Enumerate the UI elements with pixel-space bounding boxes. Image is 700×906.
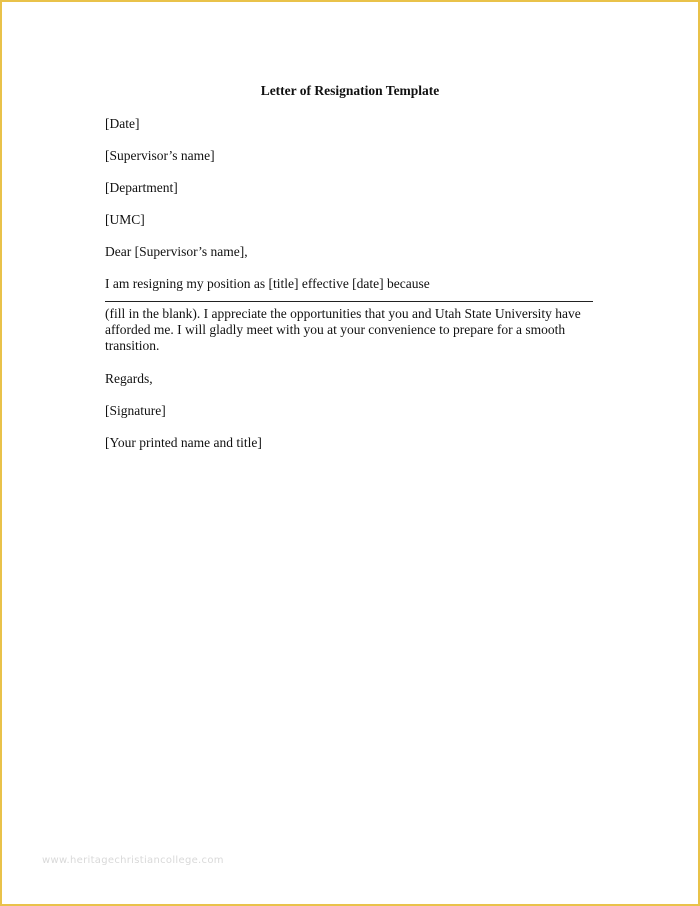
department-placeholder: [Department]	[105, 180, 178, 195]
closing: Regards,	[105, 371, 153, 386]
watermark: www.heritagechristiancollege.com	[42, 855, 224, 866]
supervisor-name-placeholder: [Supervisor’s name]	[105, 148, 215, 163]
printed-name-placeholder: [Your printed name and title]	[105, 435, 262, 450]
fill-in-blank-line	[105, 301, 593, 302]
body-paragraph-line: transition.	[105, 338, 160, 353]
organization-placeholder: [UMC]	[105, 212, 145, 227]
body-paragraph-line: (fill in the blank). I appreciate the opportunities that you and Utah State University have	[105, 306, 581, 321]
signature-placeholder: [Signature]	[105, 403, 166, 418]
body-paragraph-line: afforded me. I will gladly meet with you at your convenience to prepare for a smooth	[105, 322, 566, 337]
body-paragraph	[105, 306, 595, 354]
body-opening-line: I am resigning my position as [title] effective [date] because	[105, 276, 430, 291]
salutation: Dear [Supervisor’s name],	[105, 244, 248, 259]
date-placeholder: [Date]	[105, 116, 140, 131]
document-title: Letter of Resignation Template	[260, 83, 440, 98]
